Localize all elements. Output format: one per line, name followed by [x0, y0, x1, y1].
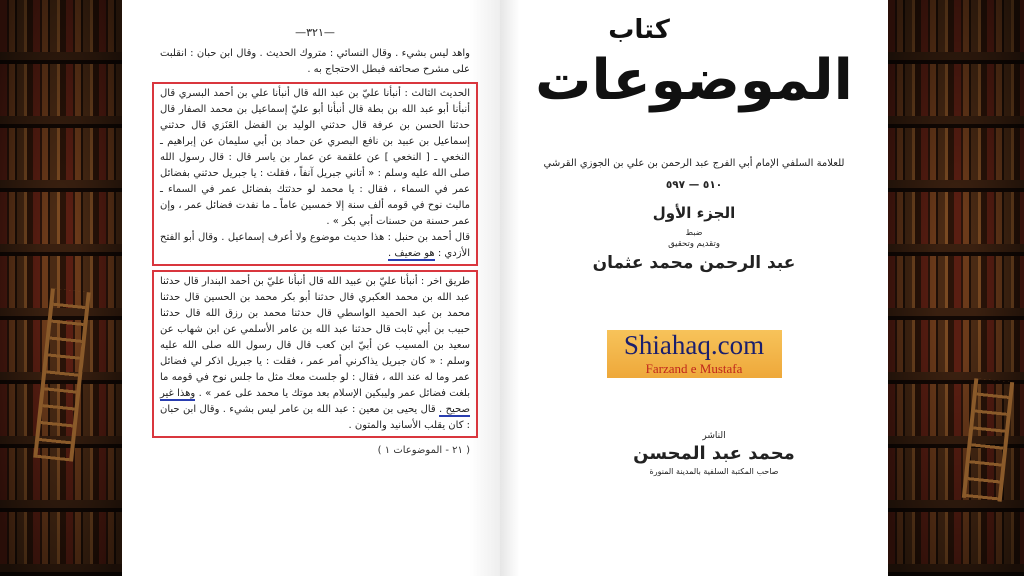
- highlight-box-hadith-three: [152, 82, 478, 266]
- underlined-grading: هو ضعيف .: [388, 248, 435, 259]
- underlined-grading: وهذا غير صحيح .: [160, 388, 470, 415]
- comment-text: قال أحمد بن حنبل : هذا حديث موضوع ولا أعرف إسماعيل . وقال أبو الفتح الأزدي :: [160, 232, 470, 259]
- shiahaq-watermark-logo: [607, 330, 782, 378]
- page-footer: ( ٢١ - الموضوعات ١ ): [377, 445, 470, 456]
- author-dates: ٥١٠ — ٥٩٧: [665, 179, 723, 191]
- highlight-box-other-chain: [152, 270, 478, 438]
- hadith-comment: [160, 230, 470, 262]
- publisher-name: محمد عبد المحسن: [633, 443, 795, 464]
- page-number: —٣٢١—: [295, 26, 335, 39]
- bookshelf-background-left: [0, 0, 122, 576]
- hadith-text: الحديث الثالث : أنبأنا عليّ بن عبد الله قال أنبأنا علي بن أحمد البسري قال أنبأنا أبو عبد الله بن بطة قال أنبأنا أبو عليّ إسماعيل بن محمد الصفار قال حدثنا الحسن بن عرفة قال حدثني الوليد بن الفضل العَنَزي قال حدثني إسماعيل بن عبيد بن نافع البصري عن حماد بن أبي سليمان عن إبراهيم ـ النخعي ـ [ النخعي ] عن علقمة عن عمار بن ياسر قال : قال رسول الله صلى الله عليه وسلم : « أتاني جبريل آنفاً ، فقلت : يا جبريل حدثني بفضائل عمر في السماء ، فقال : يا محمد لو حدثتك بفضائل عمر في السماء ـ مالبث نوح في قومه ألف سنة إلا خمسين عاماً ـ ما نفدت فضائل عمر ، وإن عمر حسنة من حسنات أبي بكر » .: [160, 88, 470, 227]
- book-title-page: [500, 0, 888, 576]
- chain-text: [160, 274, 470, 434]
- title-kitab: كتاب: [608, 15, 670, 45]
- intro-paragraph: واهد ليس بشيء . وقال النسائي : متروك الحديث . وقال ابن حبان : انقلبت على مشرح صحائفه فبطل الاحتجاج به .: [160, 48, 470, 75]
- logo-tagline: Farzand e Mustafa: [645, 361, 743, 376]
- book-page-left: [122, 0, 500, 576]
- bookshelf-background-right: [888, 0, 1024, 576]
- publisher-subtitle: صاحب المكتبة السلفية بالمدينة المنورة: [649, 467, 779, 476]
- book-title: الموضوعات: [535, 48, 853, 113]
- volume-label: الجزء الأول: [652, 204, 736, 222]
- editor-name: عبد الرحمن محمد عثمان: [592, 253, 796, 273]
- edit-label: ضبط: [685, 228, 703, 237]
- author-line: للعلامة السلفي الإمام أبي الفرج عبد الرحمن بن علي بن الجوزي القرشي: [543, 158, 845, 169]
- publisher-label: الناشر: [702, 431, 726, 441]
- chain-body: طريق اخر : أنبأنا عليّ بن عبيد الله قال أنبأنا عليّ بن أحمد البندار قال حدثنا عبد الله بن محمد العكبري قال حدثنا أبو بكر محمد بن الحسين قال حدثنا محمد بن عبد الحميد الواسطي قال حدثنا محمد بن رزق الله قال حدثنا حبيب بن أبي ثابت قال حدثنا عبد الله بن عامر الأسلمي عن ابن شهاب عن سعيد بن المسيب عن أبيّ ابن كعب قال قال رسول الله صلى الله عليه وسلم : « كان جبريل يذاكرني أمر عمر ، فقلت : يا جبريل اذكر لي فضائل عمر وما له عند الله ، فقال : لو جلست معك مثل ما جلس نوح في قومه ما بلغت فضائل عمر وليبكين الإسلام بعد موتك يا محمد على عمر » .: [160, 276, 470, 399]
- edit-label-2: وتقديم وتحقيق: [668, 239, 720, 249]
- logo-site: Shiahaq.com: [623, 330, 765, 360]
- chain-tail: قال يحيى بن معين : عبد الله بن عامر ليس بشيء . وقال ابن حبان : كان يقلب الأسانيد والمتون .: [160, 404, 470, 431]
